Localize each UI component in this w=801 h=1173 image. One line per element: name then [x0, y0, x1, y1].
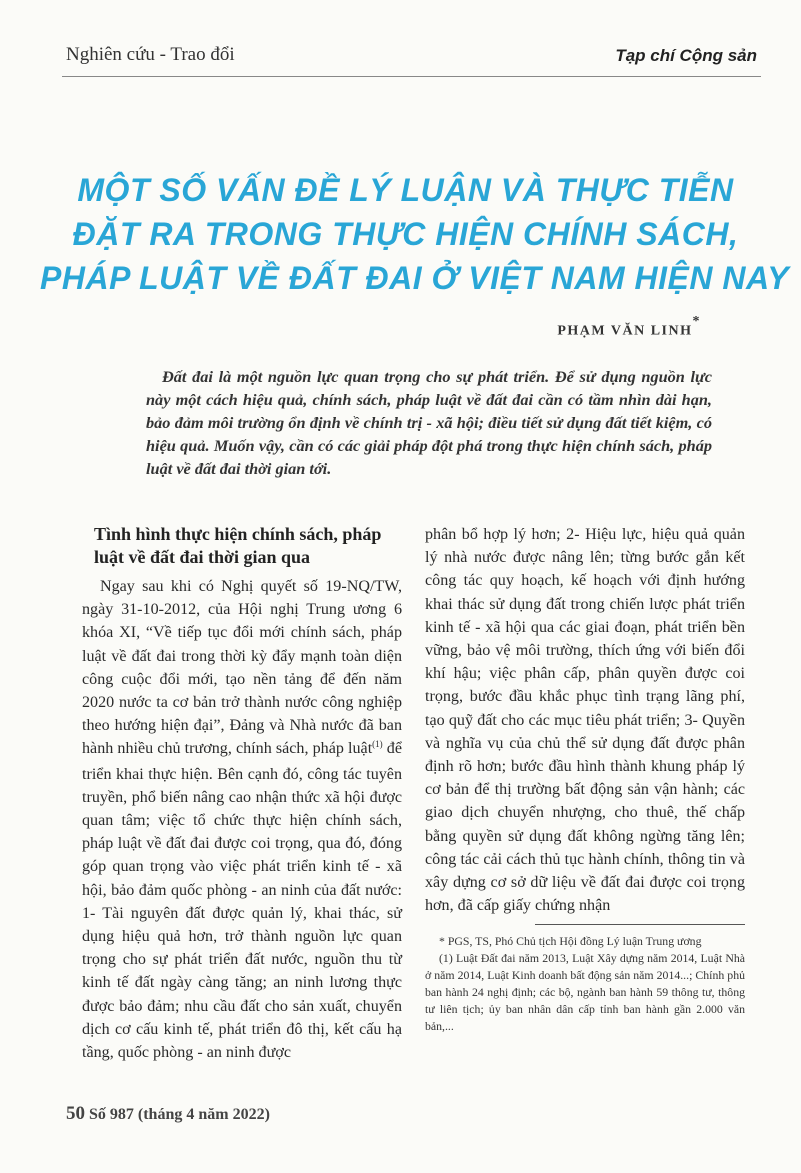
page-footer	[66, 1103, 270, 1125]
author-name: PHẠM VĂN LINH	[557, 323, 693, 339]
body-text-1b: để triển khai thực hiện. Bên cạnh đó, công tác tuyên truyền, phổ biến nâng cao nhận thức xã hội được quan tâm; việc tổ chức thực hiện chính sách, pháp luật về đất đai được coi trọng, qua đó, đóng góp quan trọng vào việc phát triển kinh tế - xã hội, bảo đảm quốc phòng - an ninh của đất nước: 1- Tài nguyên đất được quản lý, khai thác, sử dụng hiệu quả hơn, trở thành nguồn lực quan trọng cho sự phát triển đất nước, nguồn thu từ kinh tế đất ngày càng tăng; an ninh lương thực được bảo đảm; nhu cầu đất cho sản xuất, chuyển dịch cơ cấu kinh tế, phát triển đô thị, kết cấu hạ tầng, quốc phòng - an ninh được	[82, 740, 402, 1062]
section-label: Nghiên cứu - Trao đổi	[66, 44, 235, 65]
author-footnote-marker: *	[692, 314, 701, 329]
title-line-1: MỘT SỐ VẤN ĐỀ LÝ LUẬN VÀ THỰC TIỄN	[77, 172, 734, 208]
body-column-left	[82, 523, 402, 1064]
section-heading: Tình hình thực hiện chính sách, pháp luật về đất đai thời gian qua	[94, 524, 382, 567]
footnote-author: * PGS, TS, Phó Chủ tịch Hội đồng Lý luận Trung ương	[439, 934, 702, 949]
body-column-right	[425, 523, 745, 1035]
footnote-1: (1) Luật Đất đai năm 2013, Luật Xây dựng năm 2014, Luật Nhà ở năm 2014, Luật Kinh doanh bất động sản năm 2014...; Chính phủ ban hành 24 nghị định; các bộ, ngành ban hành 59 thông tư, thông tư liên tịch; ủy ban nhân dân cấp tỉnh ban hành gần 2.000 văn bản,...	[425, 951, 745, 1034]
title-line-2: ĐẶT RA TRONG THỰC HIỆN CHÍNH SÁCH,	[72, 216, 739, 252]
title-line-3: PHÁP LUẬT VỀ ĐẤT ĐAI Ở VIỆT NAM HIỆN NAY	[40, 260, 790, 296]
body-text-1a: Ngay sau khi có Nghị quyết số 19-NQ/TW, ngày 31-10-2012, của Hội nghị Trung ương 6 khóa XI, “Về tiếp tục đổi mới chính sách, pháp luật về đất đai trong thời kỳ đẩy mạnh toàn diện công cuộc đổi mới, tạo nền tảng để đến năm 2020 nước ta cơ bản trở thành nước công nghiệp theo hướng hiện đại”, Đảng và Nhà nước đã ban hành nhiều chủ trương, chính sách, pháp luật	[82, 578, 402, 758]
header-rule	[62, 76, 761, 77]
issue-info: Số 987 (tháng 4 năm 2022)	[89, 1106, 270, 1123]
page-number: 50	[66, 1103, 85, 1124]
body-paragraph-1	[82, 575, 402, 1064]
footnote-ref-1: (1)	[372, 739, 383, 750]
body-paragraph-2: phân bổ hợp lý hơn; 2- Hiệu lực, hiệu quả quản lý nhà nước được nâng lên; từng bước gắn kết công tác quy hoạch, kế hoạch với định hướng khai thác sử dụng đất trong chiến lược phát triển kinh tế - xã hội qua các giai đoạn, phát triển bền vững, bảo vệ môi trường, thích ứng với biến đổi khí hậu; việc phân cấp, phân quyền được coi trọng, bước đầu khắc phục tình trạng lãng phí, tạo quỹ đất cho các mục tiêu phát triển; 3- Quyền và nghĩa vụ của chủ thể sử dụng đất được phân định rõ hơn; bước đầu hình thành khung pháp lý cơ bản để thị trường bất động sản vận hành; các giao dịch chuyển nhượng, cho thuê, thế chấp bằng quyền sử dụng đất không ngừng tăng lên; công tác cải cách thủ tục hành chính, thông tin và xây dựng cơ sở dữ liệu về đất đai được coi trọng hơn, đã cấp giấy chứng nhận	[425, 526, 745, 915]
author-byline	[557, 314, 701, 340]
article-title	[40, 168, 790, 300]
journal-name: Tạp chí Cộng sản	[615, 46, 757, 65]
abstract: Đất đai là một nguồn lực quan trọng cho sự phát triển. Để sử dụng nguồn lực này một cách hiệu quả, chính sách, pháp luật về đất đai cần có tầm nhìn dài hạn, bảo đảm môi trường ổn định về chính trị - xã hội; điều tiết sử dụng đất tiết kiệm, có hiệu quả. Muốn vậy, cần có các giải pháp đột phá trong thực hiện chính sách, pháp luật về đất đai thời gian tới.	[146, 367, 712, 478]
footnote-rule	[535, 924, 745, 925]
